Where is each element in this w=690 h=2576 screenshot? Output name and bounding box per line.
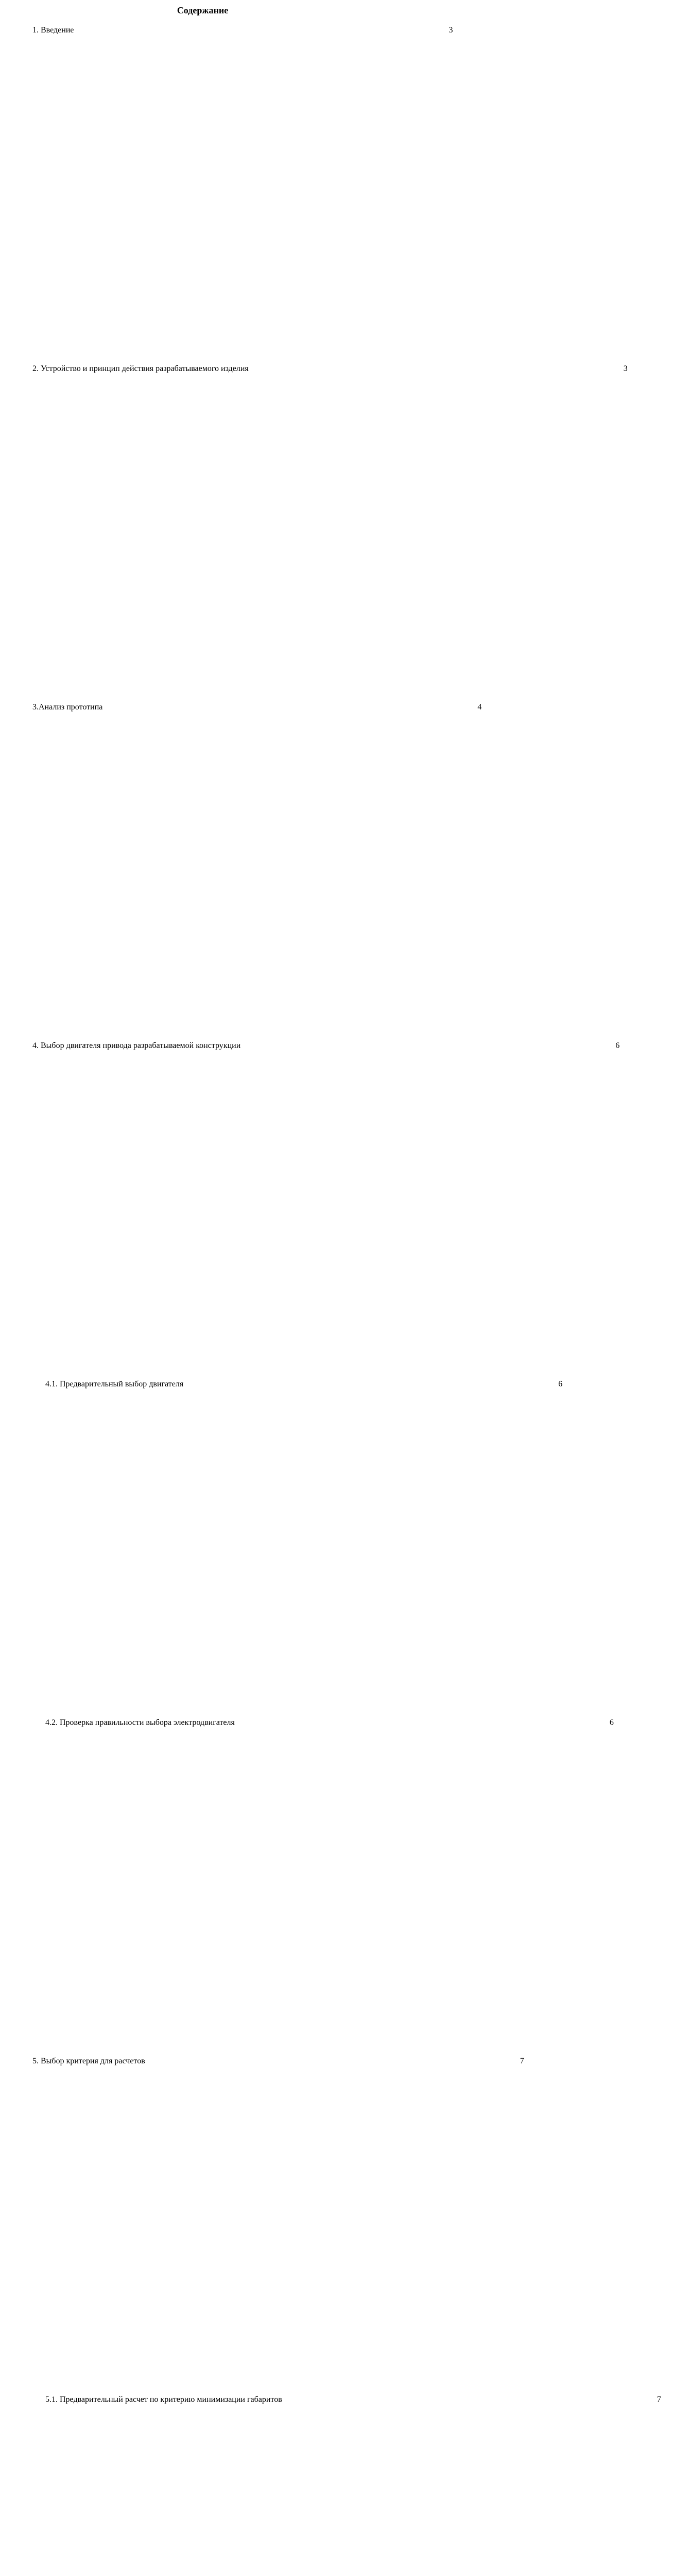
toc-entry	[32, 1376, 563, 1714]
toc-entry-label: 2. Устройство и принцип действия разрабатываемого изделия	[32, 364, 249, 373]
toc-entry-label: 1. Введение	[32, 26, 74, 35]
toc-page-number: 7	[145, 2053, 544, 2391]
toc-page-number: 6	[235, 1714, 633, 2053]
toc-entry	[32, 699, 482, 1037]
toc-entry-label: 3.Анализ прототипа	[32, 703, 103, 711]
toc-entry-label: 5. Выбор критерия для расчетов	[32, 2057, 145, 2065]
toc-entry	[32, 2053, 524, 2391]
toc-page-number: 6	[240, 1037, 639, 1376]
toc-entry-label: 5.1. Предварительный расчет по критерию минимизации габаритов	[45, 2395, 282, 2404]
toc-entry	[32, 2391, 661, 2576]
toc-page-number: 3	[249, 360, 647, 699]
toc-entry	[32, 360, 628, 699]
page-title: Содержание	[177, 5, 229, 15]
toc-entry	[32, 1714, 614, 2053]
toc-page-number: 7	[282, 2391, 681, 2576]
toc-page-number: 4	[102, 699, 501, 1037]
toc-page-number: 3	[74, 22, 473, 360]
table-of-contents	[32, 22, 661, 2576]
toc-entry-label: 4. Выбор двигателя привода разрабатываемой конструкции	[32, 1041, 241, 1050]
toc-page-number: 6	[183, 1376, 582, 1714]
toc-entry-label: 4.2. Проверка правильности выбора электродвигателя	[45, 1718, 235, 1727]
toc-entry-label: 4.1. Предварительный выбор двигателя	[45, 1380, 184, 1388]
toc-entry	[32, 1037, 620, 1376]
toc-entry	[32, 22, 453, 360]
